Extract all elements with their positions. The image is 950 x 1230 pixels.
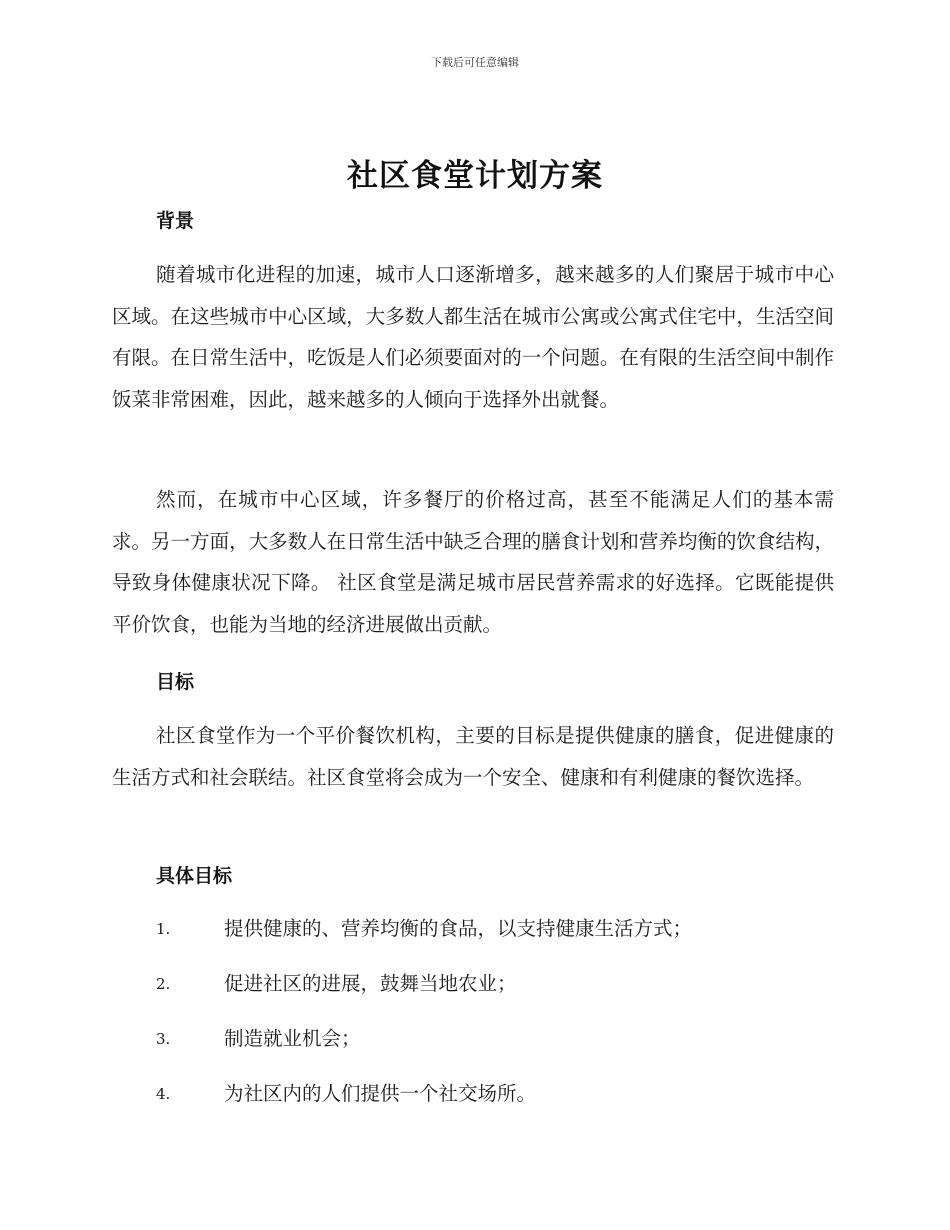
heading-background: 背景 — [156, 210, 195, 232]
paragraph-background-1: 随着城市化进程的加速，城市人口逐渐增多，越来越多的人们聚居于城市中心区域。在这些城市中心区域，大多数人都生活在城市公寓或公寓式住宅中，生活空间有限。在日常生活中，吃饭是人们必须要面对的一个问题。在有限的生活空间中制作饭菜非常困难，因此，越来越多的人倾向于选择外出就餐。 — [112, 263, 834, 411]
list-item — [156, 969, 836, 999]
list-item — [156, 914, 836, 944]
heading-goals: 目标 — [156, 671, 195, 693]
heading-specific-goals: 具体目标 — [156, 865, 233, 887]
list-item-number: 3. — [156, 1030, 171, 1048]
list-item-number: 1. — [156, 920, 171, 938]
list-item-text: 促进社区的进展，鼓舞当地农业； — [224, 972, 517, 995]
document-title: 社区食堂计划方案 — [347, 158, 603, 194]
header-note: 下载后可任意编辑 — [431, 56, 519, 69]
list-item — [156, 1024, 836, 1054]
list-item-text: 为社区内的人们提供一个社交场所。 — [224, 1082, 537, 1105]
list-item-number: 2. — [156, 975, 171, 993]
list-item-number: 4. — [156, 1085, 171, 1103]
paragraph-background-2: 然而，在城市中心区域，许多餐厅的价格过高，甚至不能满足人们的基本需求。另一方面，大多数人在日常生活中缺乏合理的膳食计划和营养均衡的饮食结构，导致身体健康状况下降。 社区食堂是满足城市居民营养需求的好选择。它既能提供平价饮食，也能为当地的经济进展做出贡献。 — [112, 488, 834, 636]
list-item — [156, 1079, 836, 1109]
list-item-text: 制造就业机会； — [224, 1027, 361, 1050]
paragraph-goals: 社区食堂作为一个平价餐饮机构，主要的目标是提供健康的膳食，促进健康的生活方式和社会联结。社区食堂将会成为一个安全、健康和有利健康的餐饮选择。 — [112, 724, 834, 789]
list-item-text: 提供健康的、营养均衡的食品，以支持健康生活方式； — [224, 917, 693, 940]
